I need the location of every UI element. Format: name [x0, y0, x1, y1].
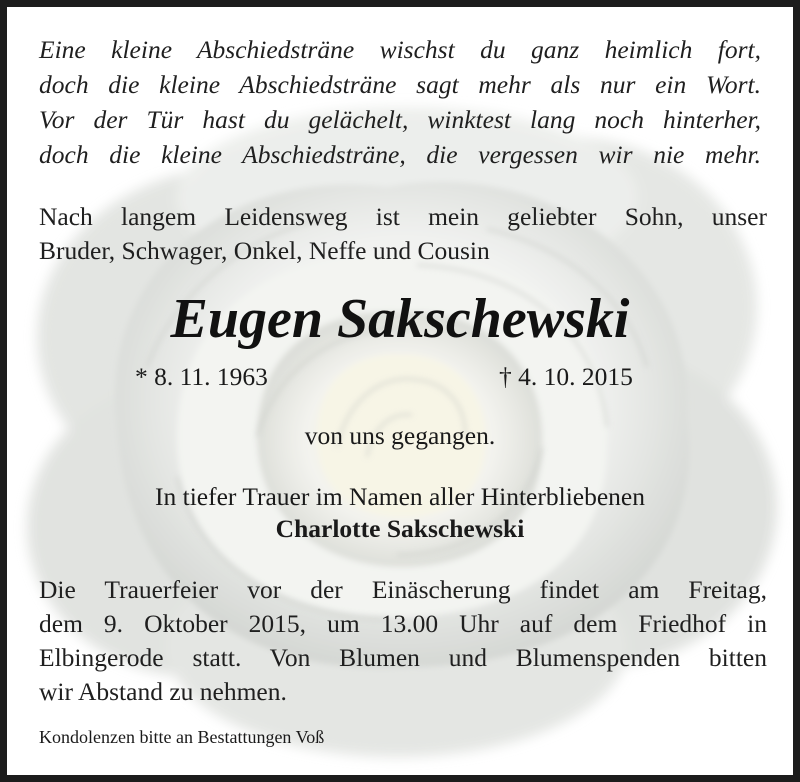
- mourner-name: Charlotte Sakschewski: [275, 514, 525, 543]
- funeral-line-4: wir Abstand zu nehmen.: [39, 677, 287, 706]
- funeral-line-2: dem 9. Oktober 2015, um 13.00 Uhr auf dem Friedhof in: [39, 609, 767, 638]
- passed-away-text: von uns gegangen.: [304, 421, 496, 450]
- deceased-name: Eugen Sakschewski: [170, 288, 630, 350]
- funeral-line-1: Die Trauerfeier vor der Einäscherung findet am Freitag,: [39, 575, 767, 604]
- death-date: † 4. 10. 2015: [499, 362, 633, 391]
- mourning-line: In tiefer Trauer im Namen aller Hinterbliebenen: [155, 482, 645, 511]
- poem-line-3: Vor der Tür hast du gelächelt, winktest lang noch hinterher,: [39, 105, 761, 134]
- condolences-note: Kondolenzen bitte an Bestattungen Voß: [39, 727, 325, 747]
- intro-line-2: Bruder, Schwager, Onkel, Neffe und Cousin: [39, 236, 490, 265]
- poem-line-2: doch die kleine Abschiedsträne sagt mehr als nur ein Wort.: [39, 70, 761, 99]
- birth-date: * 8. 11. 1963: [135, 362, 268, 391]
- funeral-line-3: Elbingerode statt. Von Blumen und Blumenspenden bitten: [39, 643, 767, 672]
- poem-line-1: Eine kleine Abschiedsträne wischst du ganz heimlich fort,: [39, 35, 761, 64]
- intro-line-1: Nach langem Leidensweg ist mein geliebter Sohn, unser: [39, 202, 767, 231]
- obituary-content: [7, 7, 793, 775]
- poem-line-4: doch die kleine Abschiedsträne, die vergessen wir nie mehr.: [39, 140, 761, 169]
